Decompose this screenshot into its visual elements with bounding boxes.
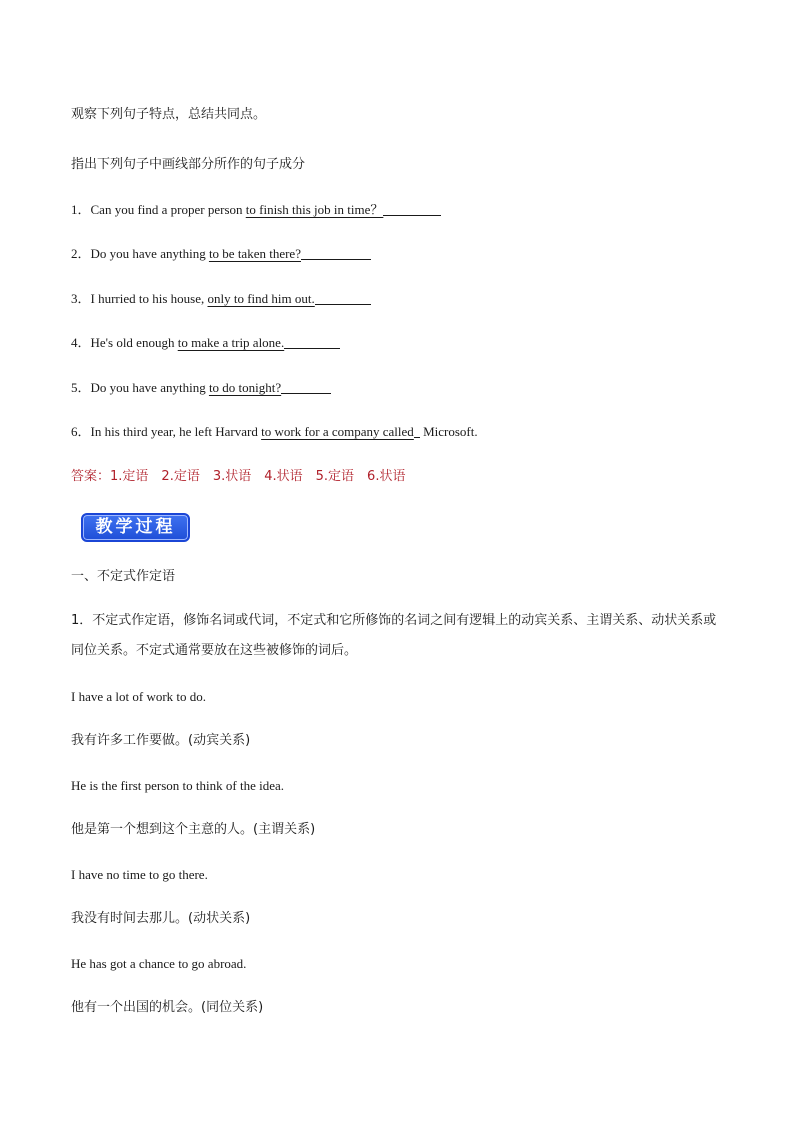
exercise-underlined: to finish this job in time？	[245, 202, 384, 217]
example-en: I have a lot of work to do.	[71, 689, 207, 704]
exercise-number: 6．	[71, 424, 91, 439]
exercise-text: Do you have anything	[90, 246, 209, 261]
exercise-text: He's old enough	[90, 335, 178, 350]
exercise-text: I hurried to his house,	[90, 291, 208, 306]
answer-item: 2.定语	[161, 469, 200, 484]
answer-item: 1.定语	[110, 469, 149, 484]
answer-blank	[281, 381, 331, 394]
answer-label: 答案：	[71, 469, 111, 484]
exercise-text: Can you find a proper person	[90, 202, 246, 217]
exercise-number: 3．	[71, 291, 91, 306]
answer-blank	[315, 292, 371, 305]
exercise-underlined: to be taken there?	[208, 246, 301, 261]
answer-blank	[301, 247, 371, 260]
example-cn: 他有一个出国的机会。(同位关系)	[71, 1000, 264, 1015]
exercise-number: 4．	[71, 335, 91, 350]
exercise-3	[71, 290, 371, 308]
answer-item: 5.定语	[315, 469, 355, 484]
answer-item: 3.状语	[212, 469, 252, 484]
exercise-underlined: to do tonight?	[208, 380, 282, 395]
exercise-text: In his third year, he left Harvard	[90, 424, 262, 439]
example-en: He has got a chance to go abroad.	[71, 956, 247, 971]
exercise-text: Do you have anything	[90, 380, 209, 395]
exercise-number: 2．	[71, 246, 91, 261]
answer-line	[71, 468, 418, 486]
example-cn: 他是第一个想到这个主意的人。(主谓关系)	[71, 822, 316, 837]
answer-item: 6.状语	[367, 469, 406, 484]
example-en: I have no time to go there.	[71, 867, 208, 882]
exercise-underlined: to make a trip alone.	[177, 335, 285, 350]
example-cn: 我没有时间去那儿。(动状关系)	[71, 911, 251, 926]
example-en: He is the first person to think of the idea.	[71, 778, 285, 793]
example-cn: 我有许多工作要做。(动宾关系)	[71, 733, 251, 748]
exercise-5	[71, 379, 331, 397]
exercise-number: 1．	[71, 202, 91, 217]
answer-blank	[383, 203, 441, 216]
rule-paragraph: 1．不定式作定语，修饰名词或代词，不定式和它所修饰的名词之间有逻辑上的动宾关系、主谓关系、动状关系或同位关系。不定式通常要放在这些被修饰的词后。	[71, 613, 717, 658]
exercise-1	[71, 201, 441, 219]
exercise-underlined: to work for a company called	[261, 424, 414, 439]
exercise-4	[71, 334, 340, 352]
exercise-6	[71, 423, 478, 441]
exercise-number: 5．	[71, 380, 91, 395]
intro-instruction: 指出下列句子中画线部分所作的句子成分	[71, 157, 306, 172]
answer-blank	[284, 336, 340, 349]
section-heading: 一、不定式作定语	[71, 569, 176, 584]
exercise-2	[71, 245, 371, 263]
answer-item: 4.状语	[264, 469, 303, 484]
intro-observe: 观察下列句子特点，总结共同点。	[71, 107, 267, 122]
exercise-underlined: only to find him out.	[207, 291, 315, 306]
exercise-text-post: Microsoft.	[419, 424, 478, 439]
section-badge: 教学过程	[81, 513, 190, 542]
